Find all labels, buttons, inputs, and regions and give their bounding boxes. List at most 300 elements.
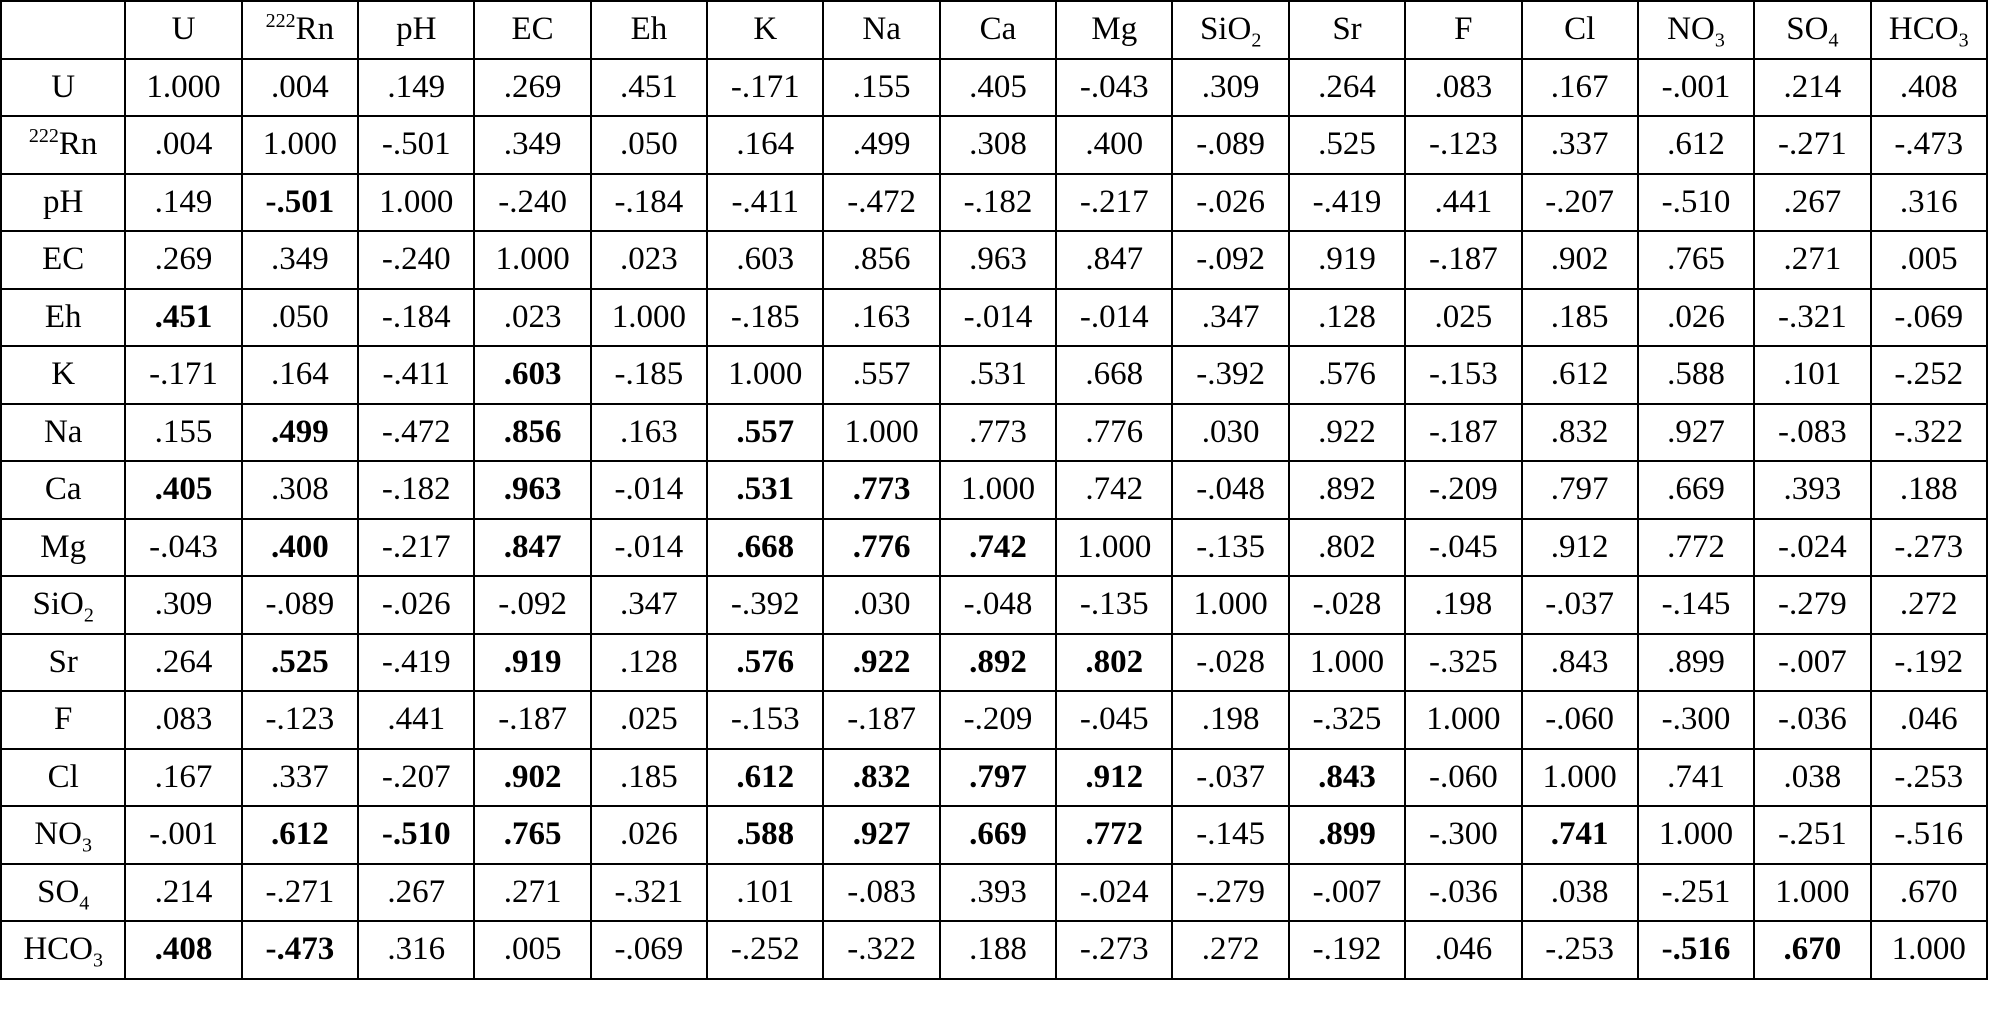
table-cell: .050 [242,289,358,347]
label-subscript: 4 [1828,29,1839,52]
table-cell: .557 [707,404,823,462]
table-cell: .919 [474,634,590,692]
table-cell: .742 [940,519,1056,577]
table-cell: 1.000 [1405,691,1521,749]
table-cell: -.069 [1871,289,1987,347]
table-cell: .083 [1405,59,1521,117]
table-cell: 1.000 [1522,749,1638,807]
column-header [474,1,590,59]
table-cell: -.036 [1405,864,1521,922]
table-cell: .765 [474,806,590,864]
table-cell: .741 [1638,749,1754,807]
table-cell: -.182 [940,174,1056,232]
table-cell: -.187 [1405,404,1521,462]
table-cell: -.184 [591,174,707,232]
table-row [1,519,1987,577]
table-body [1,59,1987,979]
table-cell: .765 [1638,231,1754,289]
table-cell: .612 [1638,116,1754,174]
table-cell: .269 [125,231,241,289]
table-cell: .919 [1289,231,1405,289]
table-cell: -.251 [1754,806,1870,864]
table-cell: -.182 [358,461,474,519]
table-cell: .451 [591,59,707,117]
table-cell: 1.000 [591,289,707,347]
label-prefix-superscript: 222 [28,125,59,148]
table-cell: .832 [823,749,939,807]
table-cell: -.028 [1289,576,1405,634]
table-cell: .023 [474,289,590,347]
table-cell: .773 [823,461,939,519]
table-cell: -.135 [1056,576,1172,634]
table-cell: .101 [707,864,823,922]
label-base: Mg [40,528,87,565]
table-cell: -.026 [358,576,474,634]
table-row [1,116,1987,174]
label-base: F [54,701,73,738]
table-cell: .038 [1754,749,1870,807]
table-cell: -.273 [1056,921,1172,979]
row-header [1,404,125,462]
table-cell: -.253 [1871,749,1987,807]
table-cell: .525 [1289,116,1405,174]
table-cell: .167 [125,749,241,807]
table-cell: .773 [940,404,1056,462]
table-row [1,691,1987,749]
table-cell: .316 [358,921,474,979]
table-cell: .269 [474,59,590,117]
table-cell: .185 [591,749,707,807]
table-cell: .128 [591,634,707,692]
table-cell: -.321 [591,864,707,922]
table-cell: .531 [707,461,823,519]
table-row [1,174,1987,232]
table-row [1,806,1987,864]
table-cell: -.273 [1871,519,1987,577]
column-header [1405,1,1521,59]
table-cell: 1.000 [1871,921,1987,979]
table-cell: -.153 [1405,346,1521,404]
table-cell: .004 [125,116,241,174]
column-header [1522,1,1638,59]
table-cell: .198 [1405,576,1521,634]
table-cell: -.251 [1638,864,1754,922]
table-cell: .400 [242,519,358,577]
table-cell: -.473 [1871,116,1987,174]
table-cell: .198 [1172,691,1288,749]
table-cell: .912 [1056,749,1172,807]
table-cell: .214 [1754,59,1870,117]
table-cell: .603 [474,346,590,404]
table-cell: .155 [125,404,241,462]
table-cell: .026 [1638,289,1754,347]
table-cell: .441 [1405,174,1521,232]
table-cell: .164 [242,346,358,404]
row-header [1,576,125,634]
table-cell: .309 [1172,59,1288,117]
label-subscript: 3 [1714,29,1725,52]
table-cell: .892 [940,634,1056,692]
table-cell: .670 [1754,921,1870,979]
table-cell: .669 [940,806,1056,864]
label-base: U [51,68,76,105]
row-header [1,864,125,922]
table-cell: .441 [358,691,474,749]
table-cell: .588 [1638,346,1754,404]
table-row [1,864,1987,922]
table-cell: .856 [474,404,590,462]
table-cell: -.187 [474,691,590,749]
table-cell: -.187 [1405,231,1521,289]
label-subscript: 3 [93,949,104,972]
table-cell: -.392 [707,576,823,634]
table-cell: .499 [242,404,358,462]
table-cell: .612 [707,749,823,807]
table-cell: .025 [1405,289,1521,347]
table-cell: .038 [1522,864,1638,922]
table-cell: -.271 [1754,116,1870,174]
table-cell: -.045 [1056,691,1172,749]
table-cell: .030 [823,576,939,634]
table-cell: 1.000 [1172,576,1288,634]
label-base: pH [396,11,437,48]
column-header [591,1,707,59]
column-header [1056,1,1172,59]
table-cell: -.516 [1871,806,1987,864]
label-base: SiO [1199,11,1252,48]
column-header [1871,1,1987,59]
table-cell: .670 [1871,864,1987,922]
table-cell: .963 [474,461,590,519]
label-base: Mg [1091,11,1138,48]
table-cell: .963 [940,231,1056,289]
table-cell: .309 [125,576,241,634]
table-cell: -.036 [1754,691,1870,749]
table-cell: -.092 [474,576,590,634]
table-cell: -.153 [707,691,823,749]
table-cell: .188 [940,921,1056,979]
table-cell: .030 [1172,404,1288,462]
table-cell: 1.000 [940,461,1056,519]
table-cell: -.092 [1172,231,1288,289]
table-cell: .408 [125,921,241,979]
table-cell: .612 [1522,346,1638,404]
label-base: NO [1667,11,1715,48]
table-cell: .847 [1056,231,1172,289]
table-cell: .742 [1056,461,1172,519]
table-cell: -.060 [1522,691,1638,749]
table-cell: .772 [1056,806,1172,864]
table-cell: -.043 [125,519,241,577]
table-cell: .163 [823,289,939,347]
table-cell: .023 [591,231,707,289]
table-cell: -.325 [1289,691,1405,749]
label-base: Rn [58,126,98,163]
table-cell: -.069 [591,921,707,979]
table-cell: -.240 [358,231,474,289]
table-cell: .668 [1056,346,1172,404]
label-base: Eh [630,11,668,48]
table-cell: .843 [1522,634,1638,692]
table-cell: -.472 [358,404,474,462]
table-header [1,1,1987,59]
row-header [1,59,125,117]
table-cell: .393 [940,864,1056,922]
row-header [1,519,125,577]
table-cell: -.024 [1754,519,1870,577]
table-cell: .902 [474,749,590,807]
table-cell: -.014 [591,519,707,577]
table-cell: -.271 [242,864,358,922]
table-row [1,346,1987,404]
table-cell: -.083 [1754,404,1870,462]
table-cell: .772 [1638,519,1754,577]
table-cell: 1.000 [1754,864,1870,922]
table-cell: -.207 [1522,174,1638,232]
table-cell: .046 [1405,921,1521,979]
column-header [242,1,358,59]
column-header [1172,1,1288,59]
column-header [1289,1,1405,59]
table-cell: -.145 [1638,576,1754,634]
table-cell: .005 [474,921,590,979]
table-row [1,576,1987,634]
table-row [1,461,1987,519]
table-cell: -.325 [1405,634,1521,692]
table-cell: .776 [823,519,939,577]
table-cell: -.419 [1289,174,1405,232]
table-cell: -.207 [358,749,474,807]
label-subscript: 2 [1251,29,1262,52]
table-cell: .308 [242,461,358,519]
table-cell: -.473 [242,921,358,979]
table-cell: -.007 [1289,864,1405,922]
table-cell: -.014 [940,289,1056,347]
table-cell: .337 [1522,116,1638,174]
table-cell: -.300 [1405,806,1521,864]
table-cell: .349 [474,116,590,174]
label-base: Ca [979,11,1017,48]
row-header [1,806,125,864]
table-cell: -.192 [1871,634,1987,692]
table-cell: -.279 [1754,576,1870,634]
table-cell: -.171 [707,59,823,117]
table-cell: -.123 [242,691,358,749]
table-cell: -.171 [125,346,241,404]
row-header [1,231,125,289]
table-cell: 1.000 [823,404,939,462]
table-cell: -.321 [1754,289,1870,347]
table-cell: .272 [1172,921,1288,979]
table-cell: -.043 [1056,59,1172,117]
table-cell: .405 [940,59,1056,117]
label-base: SO [37,873,80,910]
table-row [1,921,1987,979]
table-cell: .847 [474,519,590,577]
table-cell: .899 [1289,806,1405,864]
label-base: U [171,11,196,48]
table-cell: 1.000 [1638,806,1754,864]
label-base: Sr [48,643,78,680]
table-row [1,404,1987,462]
table-cell: -.411 [358,346,474,404]
table-cell: -.014 [591,461,707,519]
table-cell: -.048 [1172,461,1288,519]
table-cell: .164 [707,116,823,174]
table-row [1,231,1987,289]
table-cell: -.014 [1056,289,1172,347]
column-header [358,1,474,59]
table-cell: .149 [358,59,474,117]
table-cell: -.510 [358,806,474,864]
table-cell: .267 [358,864,474,922]
table-cell: -.411 [707,174,823,232]
table-cell: -.516 [1638,921,1754,979]
table-cell: -.037 [1172,749,1288,807]
table-cell: -.001 [1638,59,1754,117]
row-header [1,461,125,519]
table-cell: -.209 [1405,461,1521,519]
table-cell: 1.000 [358,174,474,232]
label-subscript: 4 [79,892,90,915]
table-cell: -.060 [1405,749,1521,807]
table-cell: -.024 [1056,864,1172,922]
table-cell: .557 [823,346,939,404]
table-cell: .128 [1289,289,1405,347]
table-cell: -.184 [358,289,474,347]
table-cell: -.185 [707,289,823,347]
table-cell: .892 [1289,461,1405,519]
table-cell: .899 [1638,634,1754,692]
label-base: Sr [1332,11,1362,48]
table-cell: -.501 [242,174,358,232]
table-cell: -.419 [358,634,474,692]
table-cell: .797 [1522,461,1638,519]
table-cell: .922 [1289,404,1405,462]
table-cell: -.240 [474,174,590,232]
table-cell: .167 [1522,59,1638,117]
table-cell: .669 [1638,461,1754,519]
table-cell: .101 [1754,346,1870,404]
table-cell: -.028 [1172,634,1288,692]
row-header [1,691,125,749]
table-cell: -.300 [1638,691,1754,749]
table-cell: .802 [1056,634,1172,692]
table-cell: .149 [125,174,241,232]
table-cell: .188 [1871,461,1987,519]
label-base: Cl [1564,11,1596,48]
table-cell: .347 [1172,289,1288,347]
table-cell: .271 [1754,231,1870,289]
table-cell: .163 [591,404,707,462]
table-cell: .499 [823,116,939,174]
table-cell: .776 [1056,404,1172,462]
table-cell: .927 [823,806,939,864]
label-base: EC [42,241,85,278]
table-cell: .922 [823,634,939,692]
table-cell: -.007 [1754,634,1870,692]
table-cell: 1.000 [1056,519,1172,577]
label-prefix-superscript: 222 [265,10,296,33]
table-cell: .316 [1871,174,1987,232]
table-cell: .451 [125,289,241,347]
row-header [1,174,125,232]
table-cell: 1.000 [1289,634,1405,692]
table-cell: .046 [1871,691,1987,749]
table-cell: 1.000 [242,116,358,174]
table-cell: -.217 [1056,174,1172,232]
row-header [1,921,125,979]
table-cell: .264 [125,634,241,692]
column-header [823,1,939,59]
table-cell: .856 [823,231,939,289]
label-base: F [1454,11,1473,48]
table-cell: .576 [707,634,823,692]
table-cell: 1.000 [474,231,590,289]
label-base: Eh [44,298,82,335]
table-cell: -.253 [1522,921,1638,979]
table-cell: -.123 [1405,116,1521,174]
table-cell: .408 [1871,59,1987,117]
table-row [1,289,1987,347]
table-cell: -.501 [358,116,474,174]
table-row [1,634,1987,692]
table-cell: .025 [591,691,707,749]
table-cell: .308 [940,116,1056,174]
table-cell: .393 [1754,461,1870,519]
label-base: SiO [32,586,84,623]
label-subscript: 2 [83,604,94,627]
table-cell: .927 [1638,404,1754,462]
table-cell: -.187 [823,691,939,749]
table-cell: -.209 [940,691,1056,749]
table-cell: .531 [940,346,1056,404]
column-header [1754,1,1870,59]
table-cell: .405 [125,461,241,519]
label-base: Na [862,11,901,48]
table-cell: .083 [125,691,241,749]
label-base: pH [43,183,84,220]
table-cell: -.089 [1172,116,1288,174]
table-cell: .797 [940,749,1056,807]
label-base: EC [511,11,554,48]
table-cell: -.510 [1638,174,1754,232]
table-cell: .026 [591,806,707,864]
table-cell: -.045 [1405,519,1521,577]
table-cell: -.083 [823,864,939,922]
label-subscript: 3 [1958,29,1969,52]
header-row [1,1,1987,59]
table-row [1,59,1987,117]
table-cell: .349 [242,231,358,289]
table-cell: .337 [242,749,358,807]
table-cell: -.192 [1289,921,1405,979]
label-base: K [51,356,76,393]
table-cell: -.322 [1871,404,1987,462]
row-header [1,289,125,347]
label-base: Ca [44,471,82,508]
table-cell: .668 [707,519,823,577]
table-cell: .588 [707,806,823,864]
table-cell: .271 [474,864,590,922]
table-cell: .912 [1522,519,1638,577]
table-cell: .264 [1289,59,1405,117]
table-cell: .612 [242,806,358,864]
table-cell: .155 [823,59,939,117]
column-header [940,1,1056,59]
corner-cell [1,1,125,59]
table-cell: .525 [242,634,358,692]
